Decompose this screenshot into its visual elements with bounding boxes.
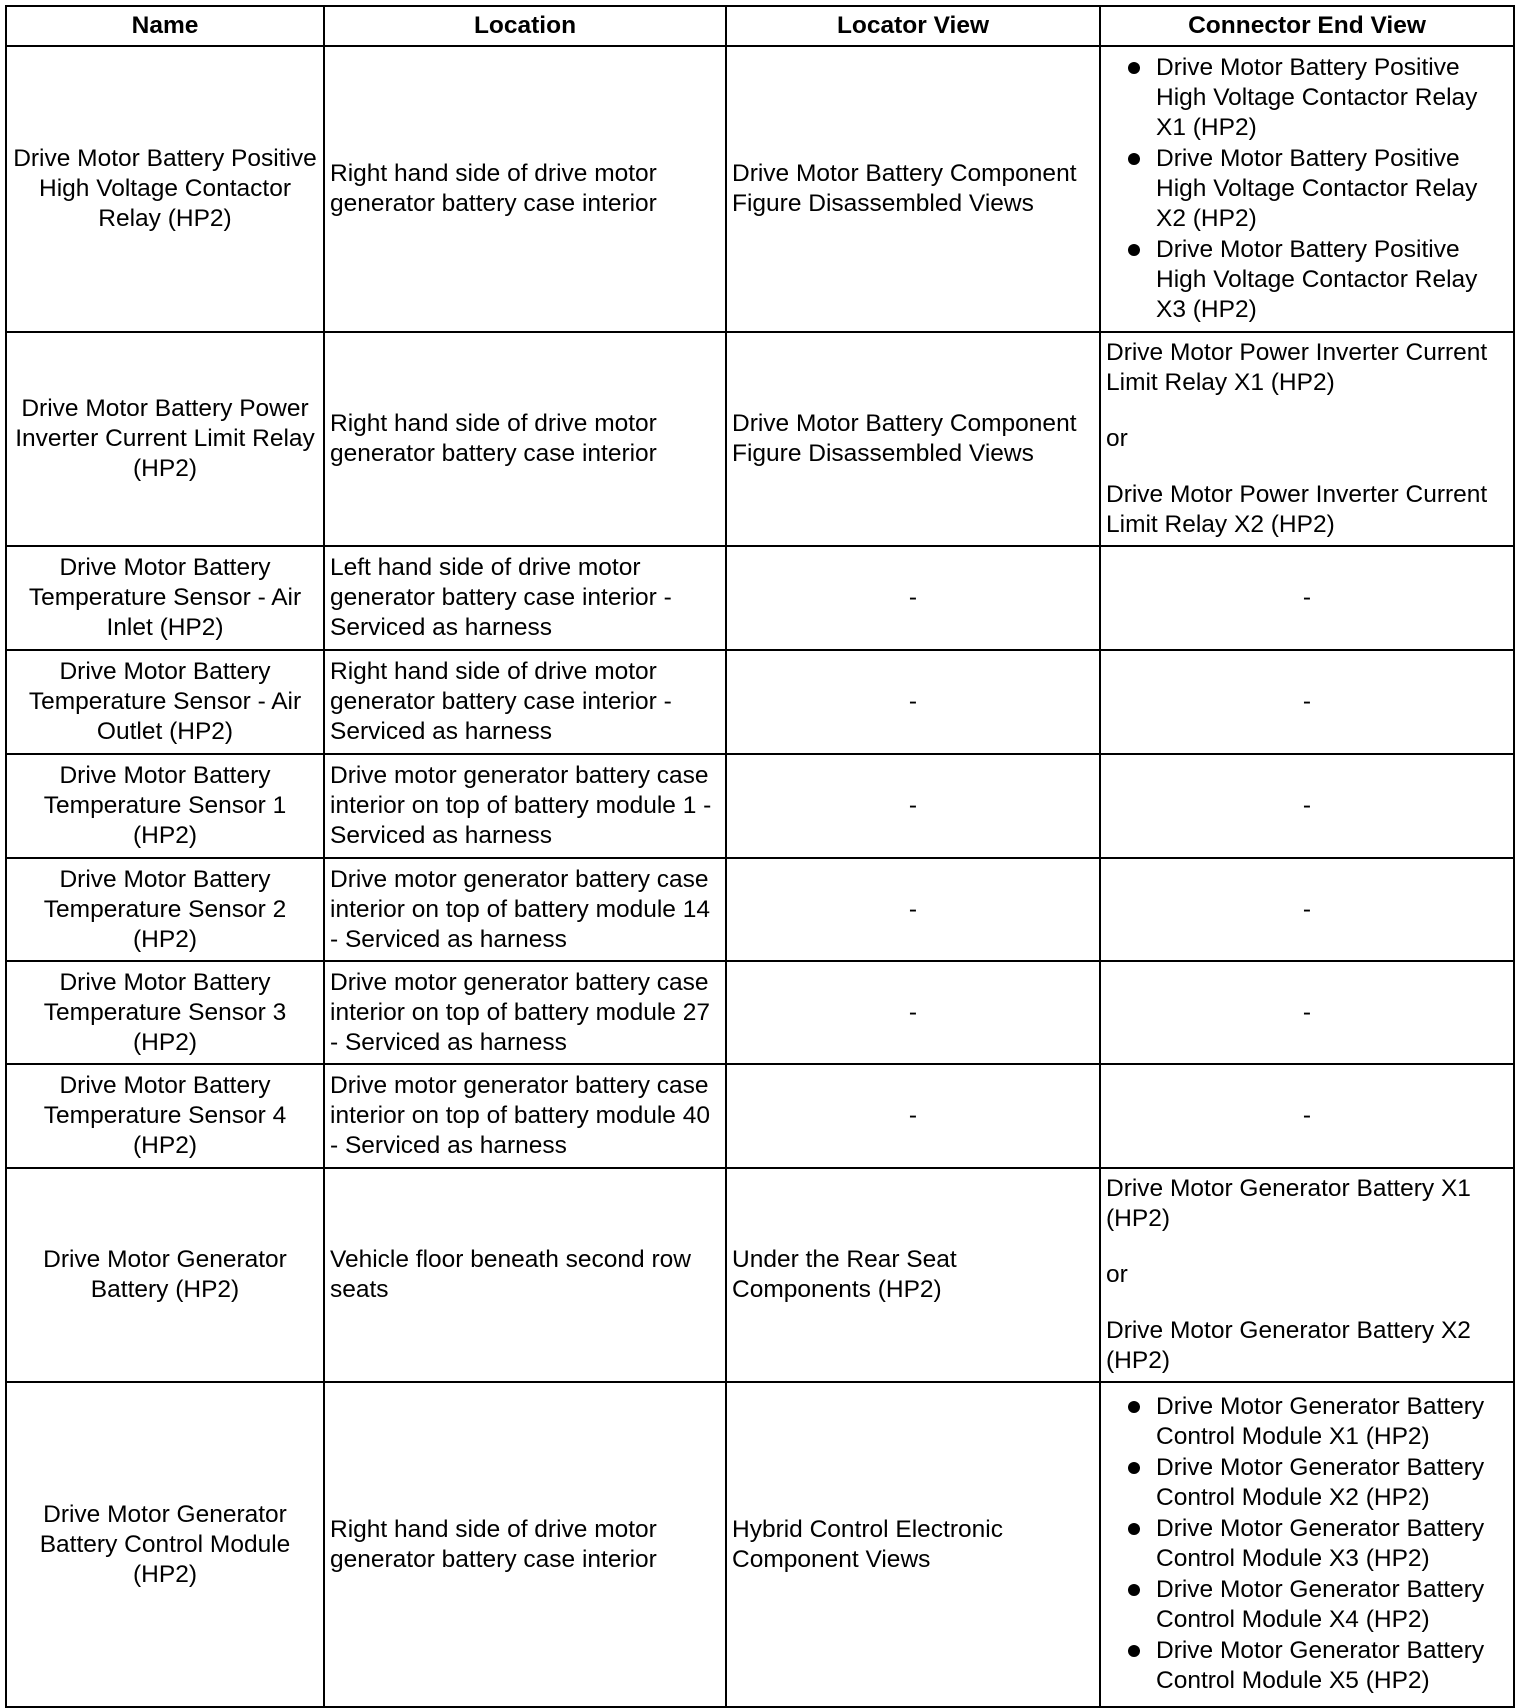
name-cell: Drive Motor Generator Battery Control Module (HP2) [6, 1382, 324, 1707]
name-cell: Drive Motor Battery Temperature Sensor 3 (HP2) [6, 961, 324, 1064]
list-item [1106, 1575, 1508, 1635]
connector-or: or [1106, 425, 1128, 452]
connector-label: Drive Motor Battery Positive High Voltage Contactor Relay X2 (HP2) [1156, 144, 1478, 232]
connector-end-view-cell: - [1100, 546, 1514, 650]
bullet-icon [1128, 244, 1140, 256]
location-cell: Right hand side of drive motor generator battery case interior [324, 46, 726, 332]
bullet-icon [1128, 62, 1140, 74]
location-cell: Right hand side of drive motor generator battery case interior [324, 332, 726, 546]
table-row [6, 961, 1514, 1064]
bullet-icon [1128, 1401, 1140, 1413]
connector-label: Drive Motor Generator Battery Control Module X1 (HP2) [1156, 1393, 1485, 1450]
header-name: Name [6, 6, 324, 46]
connector-list [1106, 1392, 1508, 1696]
component-locator-table [5, 5, 1515, 1708]
connector-list [1106, 53, 1508, 325]
paragraph-gap [1106, 398, 1508, 424]
paragraph-gap [1106, 454, 1508, 480]
name-cell: Drive Motor Battery Temperature Sensor - Air Inlet (HP2) [6, 546, 324, 650]
table-row [6, 46, 1514, 332]
connector-label: Drive Motor Battery Positive High Voltage Contactor Relay X1 (HP2) [1156, 53, 1478, 141]
location-cell: Drive motor generator battery case interior on top of battery module 40 - Serviced as harness [324, 1064, 726, 1168]
table-row [6, 1382, 1514, 1707]
locator-view-cell: - [726, 650, 1100, 754]
connector-end-view-cell: - [1100, 650, 1514, 754]
name-cell: Drive Motor Battery Temperature Sensor 2 (HP2) [6, 858, 324, 961]
header-locator-view: Locator View [726, 6, 1100, 46]
table-row [6, 858, 1514, 961]
table-row [6, 332, 1514, 546]
connector-label: Drive Motor Battery Positive High Voltage Contactor Relay X3 (HP2) [1156, 235, 1478, 323]
list-item [1106, 1514, 1508, 1574]
connector-end-view-cell: - [1100, 1064, 1514, 1168]
table-row [6, 546, 1514, 650]
table-row [6, 650, 1514, 754]
list-item [1106, 1392, 1508, 1452]
connector-label: Drive Motor Power Inverter Current Limit Relay X1 (HP2) [1106, 339, 1488, 396]
name-cell: Drive Motor Battery Power Inverter Current Limit Relay (HP2) [6, 332, 324, 546]
header-row [6, 6, 1514, 46]
connector-label: Drive Motor Generator Battery Control Module X2 (HP2) [1156, 1454, 1485, 1511]
locator-view-cell: Drive Motor Battery Component Figure Disassembled Views [726, 46, 1100, 332]
table-row [6, 1064, 1514, 1168]
locator-view-cell: - [726, 858, 1100, 961]
connector-end-view-cell [1100, 46, 1514, 332]
location-cell: Right hand side of drive motor generator battery case interior - Serviced as harness [324, 650, 726, 754]
list-item [1106, 1453, 1508, 1513]
header-connector-end-view: Connector End View [1100, 6, 1514, 46]
locator-view-cell: Hybrid Control Electronic Component Views [726, 1382, 1100, 1707]
bullet-icon [1128, 1645, 1140, 1657]
name-cell: Drive Motor Battery Positive High Voltage Contactor Relay (HP2) [6, 46, 324, 332]
connector-label: Drive Motor Generator Battery Control Module X3 (HP2) [1156, 1515, 1485, 1572]
location-cell: Vehicle floor beneath second row seats [324, 1168, 726, 1382]
connector-end-view-cell [1100, 1382, 1514, 1707]
bullet-icon [1128, 1584, 1140, 1596]
bullet-icon [1128, 1462, 1140, 1474]
connector-end-view-cell: - [1100, 961, 1514, 1064]
location-cell: Right hand side of drive motor generator battery case interior [324, 1382, 726, 1707]
locator-view-cell: Drive Motor Battery Component Figure Disassembled Views [726, 332, 1100, 546]
location-cell: Drive motor generator battery case interior on top of battery module 1 - Serviced as harness [324, 754, 726, 858]
connector-or: or [1106, 1261, 1128, 1288]
header-location: Location [324, 6, 726, 46]
list-item [1106, 235, 1508, 325]
name-cell: Drive Motor Generator Battery (HP2) [6, 1168, 324, 1382]
connector-label: Drive Motor Generator Battery X1 (HP2) [1106, 1175, 1471, 1232]
table-row [6, 754, 1514, 858]
name-cell: Drive Motor Battery Temperature Sensor - Air Outlet (HP2) [6, 650, 324, 754]
connector-label: Drive Motor Generator Battery X2 (HP2) [1106, 1317, 1471, 1374]
list-item [1106, 1636, 1508, 1696]
connector-end-view-cell: - [1100, 754, 1514, 858]
paragraph-gap [1106, 1234, 1508, 1260]
list-item [1106, 53, 1508, 143]
locator-view-cell: - [726, 546, 1100, 650]
list-item [1106, 144, 1508, 234]
locator-view-cell: - [726, 961, 1100, 1064]
connector-end-view-cell: - [1100, 858, 1514, 961]
locator-view-cell: Under the Rear Seat Components (HP2) [726, 1168, 1100, 1382]
location-cell: Left hand side of drive motor generator battery case interior - Serviced as harness [324, 546, 726, 650]
table-row [6, 1168, 1514, 1382]
bullet-icon [1128, 153, 1140, 165]
connector-end-view-cell [1100, 332, 1514, 546]
name-cell: Drive Motor Battery Temperature Sensor 4 (HP2) [6, 1064, 324, 1168]
locator-view-cell: - [726, 754, 1100, 858]
bullet-icon [1128, 1523, 1140, 1535]
location-cell: Drive motor generator battery case interior on top of battery module 14 - Serviced as harness [324, 858, 726, 961]
component-locator-table-container [5, 5, 1515, 1708]
name-cell: Drive Motor Battery Temperature Sensor 1 (HP2) [6, 754, 324, 858]
locator-view-cell: - [726, 1064, 1100, 1168]
connector-label: Drive Motor Power Inverter Current Limit Relay X2 (HP2) [1106, 481, 1488, 538]
connector-end-view-cell [1100, 1168, 1514, 1382]
location-cell: Drive motor generator battery case interior on top of battery module 27 - Serviced as harness [324, 961, 726, 1064]
paragraph-gap [1106, 1290, 1508, 1316]
connector-label: Drive Motor Generator Battery Control Module X4 (HP2) [1156, 1576, 1485, 1633]
connector-label: Drive Motor Generator Battery Control Module X5 (HP2) [1156, 1637, 1485, 1694]
